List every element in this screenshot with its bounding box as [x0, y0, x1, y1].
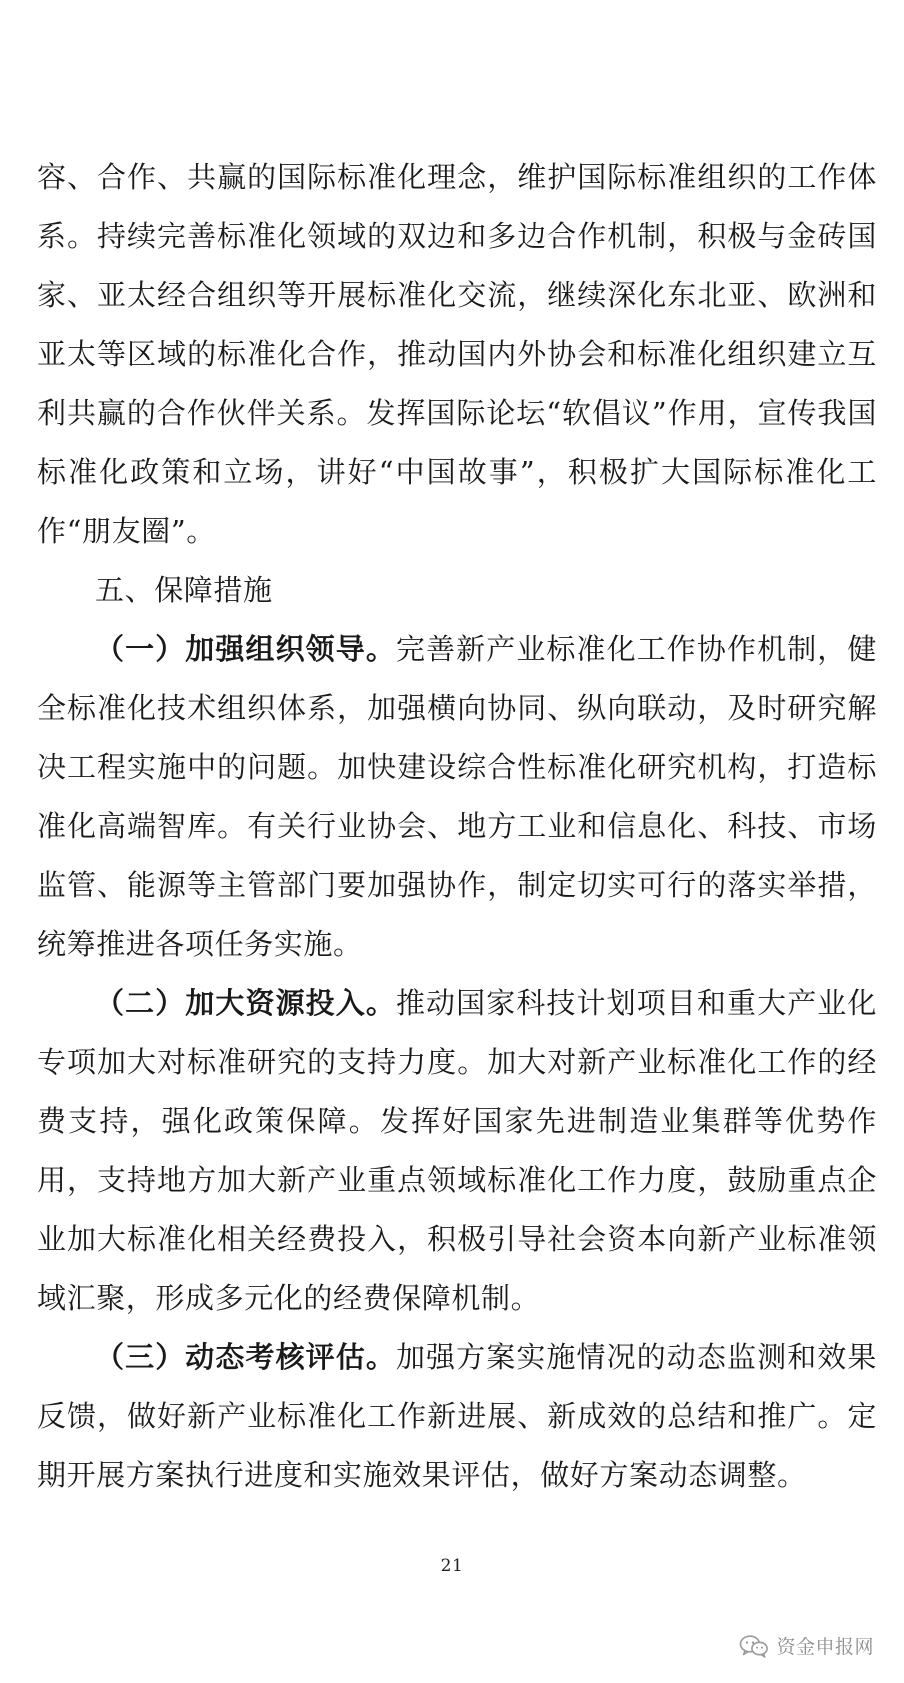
measure-item-3	[37, 1328, 877, 1505]
measure-item-3-body: 加强方案实施情况的动态监测和效果反馈，做好新产业标准化工作新进展、新成效的总结和推广。定期开展方案执行进度和实施效果评估，做好方案动态调整。	[37, 1340, 877, 1492]
measure-item-3-title: （三）动态考核评估。	[95, 1340, 396, 1374]
watermark	[739, 1632, 874, 1659]
watermark-text: 资金申报网	[776, 1636, 874, 1658]
document-body	[37, 148, 877, 1505]
measure-item-1-title: （一）加强组织领导。	[95, 632, 396, 666]
measure-item-1-body: 完善新产业标准化工作协作机制，健全标准化技术组织体系，加强横向协同、纵向联动，及时研究解决工程实施中的问题。加快建设综合性标准化研究机构，打造标准化高端智库。有关行业协会、地方工业和信息化、科技、市场监管、能源等主管部门要加强协作，制定切实可行的落实举措，统筹推进各项任务实施。	[37, 632, 877, 961]
wechat-icon	[739, 1634, 769, 1658]
measure-item-2-body: 推动国家科技计划项目和重大产业化专项加大对标准研究的支持力度。加大对新产业标准化工作的经费支持，强化政策保障。发挥好国家先进制造业集群等优势作用，支持地方加大新产业重点领域标准化工作力度，鼓励重点企业加大标准化相关经费投入，积极引导社会资本向新产业标准领域汇聚，形成多元化的经费保障机制。	[37, 986, 877, 1315]
measure-item-2	[37, 974, 877, 1328]
measure-item-1	[37, 620, 877, 974]
page-number: 21	[440, 1556, 464, 1576]
paragraph-continuation: 容、合作、共赢的国际标准化理念，维护国际标准组织的工作体系。持续完善标准化领域的双边和多边合作机制，积极与金砖国家、亚太经合组织等开展标准化交流，继续深化东北亚、欧洲和亚太等区域的标准化合作，推动国内外协会和标准化组织建立互利共赢的合作伙伴关系。发挥国际论坛“软倡议”作用，宣传我国标准化政策和立场，讲好“中国故事”，积极扩大国际标准化工作“朋友圈”。	[37, 160, 877, 548]
section-heading: 五、保障措施	[95, 573, 273, 607]
measure-item-2-title: （二）加大资源投入。	[95, 986, 396, 1020]
